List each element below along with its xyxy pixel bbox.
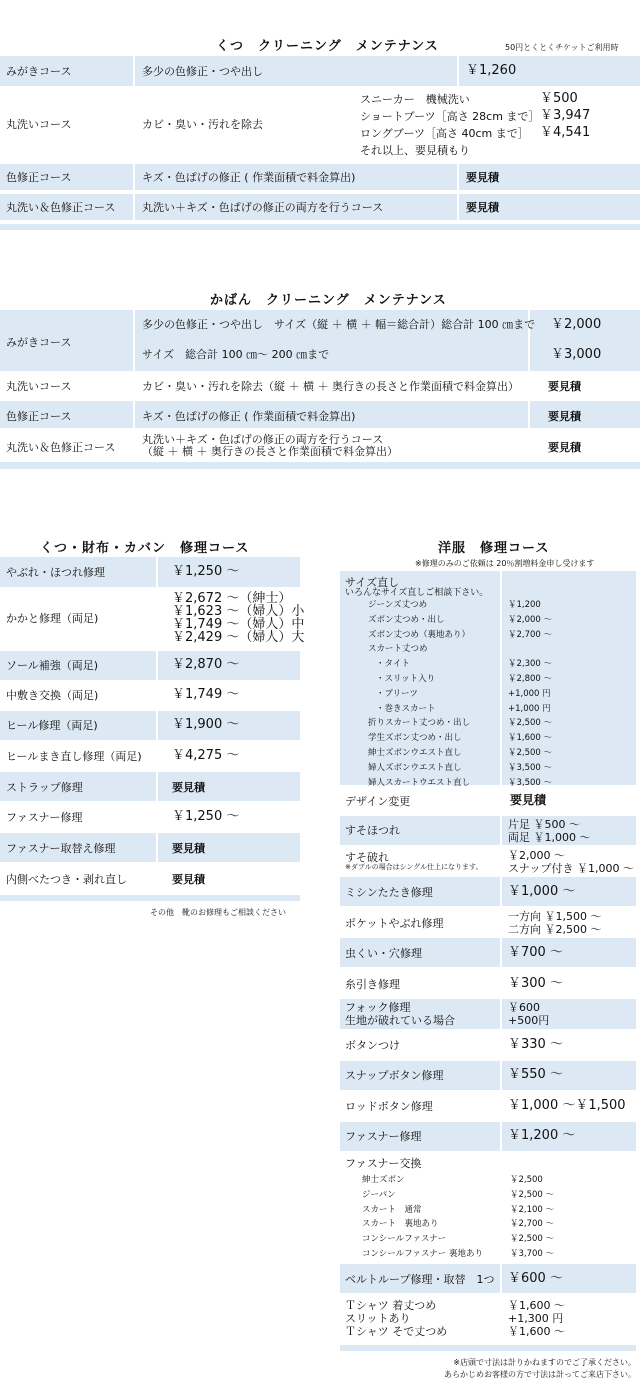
- clothes-note: ※修理のみのご依頼は 20％割増料金申し受けます: [415, 559, 595, 568]
- clothes-footnote: ※店頭で寸法は計りかねますのでご了承ください。 あらかじめお客様の方で寸法は計ってご来店下さい。: [444, 1358, 636, 1379]
- size-alteration-title: サイズ直し: [345, 576, 400, 589]
- table-bottom-band: [340, 1345, 636, 1351]
- clothes-price: ￥600 ～: [508, 1271, 563, 1286]
- ticket-note: 50円とくとくチケットご利用時: [505, 43, 619, 52]
- course-name: 丸洗い＆色修正コース: [6, 201, 116, 214]
- clothes-price: 片足 ￥500 ～ 両足 ￥1,000 ～: [508, 818, 591, 844]
- course-desc: 多少の色修正・つや出し サイズ（縦 ＋ 横 ＋ 幅＝総合計）総合計 100 ㎝まで: [142, 318, 536, 331]
- clothes-price: ￥330 ～: [508, 1037, 563, 1052]
- clothes-name: スナップボタン修理: [345, 1069, 444, 1082]
- clothes-name: 糸引き修理: [345, 978, 400, 991]
- repair-name: ストラップ修理: [6, 781, 83, 794]
- clothes-name: ミシンたたき修理: [345, 886, 433, 899]
- clothes-price: ￥2,000 ～ スナップ付き ￥1,000 ～: [508, 849, 635, 875]
- list-item-price: ￥2,500 ～: [510, 1189, 555, 1200]
- list-item: スカート 通常: [362, 1204, 422, 1215]
- list-item-price: ￥2,000 ～: [508, 614, 553, 625]
- list-item: ジーパン: [362, 1189, 396, 1200]
- list-item-price: ￥2,500 ～: [510, 1234, 555, 1245]
- sub-item-label: それ以上、要見積もり: [360, 144, 470, 157]
- clothes-price: 一方向 ￥1,500 ～ 二方向 ￥2,500 ～: [508, 910, 602, 936]
- course-price: ￥3,000: [551, 347, 602, 362]
- sub-item-label: ロングブーツ［高さ 40cm まで］: [360, 127, 529, 140]
- list-item: ズボン丈つめ（裏地あり）: [368, 629, 471, 640]
- course-desc: 丸洗い＋キズ・色ぱげの修正の両方を行うコース: [142, 201, 384, 214]
- clothes-price: ￥1,200 ～: [508, 1128, 576, 1143]
- list-item-price: ￥2,300 ～: [508, 659, 553, 670]
- list-item-price: ￥2,100 ～: [510, 1204, 555, 1215]
- list-item: コンシールファスナー 裏地あり: [362, 1249, 483, 1259]
- repair-price: 要見積: [172, 842, 205, 855]
- list-item: スカート 裏地あり: [362, 1219, 439, 1230]
- repair-name: 内側べたつき・剥れ直し: [6, 873, 127, 886]
- repair-footnote: その他 靴のお修理もご相談ください: [150, 908, 286, 917]
- list-item: コンシールファスナー: [362, 1234, 447, 1245]
- list-item-price: ￥2,800 ～: [508, 674, 553, 684]
- list-item-price: ￥3,500 ～: [508, 777, 553, 788]
- course-price: 要見積: [466, 171, 499, 184]
- size-alteration-subtitle: いろんなサイズ直しご相談下さい。: [345, 588, 489, 598]
- repair-title: くつ・財布・カバン 修理コース: [40, 541, 250, 556]
- clothes-name: 虫くい・穴修理: [345, 947, 422, 960]
- list-item-price: ￥2,500 ～: [508, 748, 553, 758]
- clothes-price: ￥700 ～: [508, 945, 563, 960]
- course-desc: カビ・臭い・汚れを除去（縦 ＋ 横 ＋ 奥行きの長さと作業面積で料金算出）: [142, 380, 519, 393]
- clothes-name: すそほつれ: [345, 824, 400, 837]
- list-item: 折りスカート丈つめ・出し: [368, 718, 471, 729]
- list-item: ・スリット入り: [376, 674, 436, 684]
- clothes-name: ファスナー修理: [345, 1130, 422, 1143]
- course-name: 色修正コース: [6, 410, 72, 423]
- list-item-price: ￥2,500: [510, 1175, 543, 1185]
- list-item: ・タイト: [376, 659, 410, 670]
- course-price: 要見積: [548, 441, 581, 454]
- repair-name: ファスナー取替え修理: [6, 842, 116, 855]
- repair-price: ￥2,672 ～（紳士） ￥1,623 ～（婦人）小 ￥1,749 ～（婦人）中 ￥2,429 ～（婦人）大: [172, 591, 305, 645]
- clothes-price: ￥550 ～: [508, 1067, 563, 1082]
- course-name: 丸洗い＆色修正コース: [6, 441, 116, 454]
- course-price: ￥2,000: [551, 317, 602, 332]
- course-desc: キズ・色ぱげの修正 ( 作業面積で料金算出): [142, 410, 356, 423]
- list-item: ジーンズ丈つめ: [368, 600, 428, 610]
- repair-price: 要見積: [172, 781, 205, 794]
- zipper-replacement-title: ファスナー交換: [345, 1157, 422, 1170]
- list-item-price: ￥2,700 ～: [510, 1219, 555, 1230]
- clothes-name: ボタンつけ: [345, 1039, 400, 1052]
- list-item: 学生ズボン丈つめ・出し: [368, 733, 462, 744]
- repair-name: やぶれ・ほつれ修理: [6, 566, 105, 579]
- course-price: 要見積: [548, 380, 581, 393]
- clothes-name: Ｔシャツ 着丈つめ スリットあり Ｔシャツ そで丈つめ: [345, 1299, 448, 1338]
- list-item-price: ￥3,700 ～: [510, 1249, 555, 1259]
- table-bottom-band: [0, 224, 640, 230]
- clothes-name: ベルトループ修理・取替 1つ: [345, 1273, 495, 1286]
- list-item: 婦人ズボンウエスト直し: [368, 762, 462, 773]
- clothes-title: 洋服 修理コース: [438, 541, 550, 556]
- list-item: 紳士ズボンウエスト直し: [368, 748, 462, 758]
- repair-price: ￥1,900 ～: [172, 717, 240, 732]
- clothes-name-note: ※ダブルの場合はシングル仕上になります。: [345, 863, 483, 871]
- course-desc: 多少の色修正・つや出し: [142, 65, 263, 78]
- repair-name: ヒール修理（両足): [6, 719, 98, 732]
- sub-item-label: ショートブーツ［高さ 28cm まで］: [360, 110, 540, 123]
- list-item: 婦人スカートウエスト直し: [368, 777, 471, 788]
- clothes-price: ￥1,600 ～ +1,300 円 ￥1,600 ～: [508, 1299, 565, 1338]
- bags-cleaning-title: かばん クリーニング メンテナンス: [210, 293, 447, 308]
- repair-price: 要見積: [172, 873, 205, 886]
- list-item-price: ￥3,500 ～: [508, 762, 553, 773]
- list-item: ・プリーツ: [376, 688, 418, 699]
- clothes-name: ポケットやぶれ修理: [345, 917, 444, 930]
- repair-price: ￥1,250 ～: [172, 809, 240, 824]
- table-bottom-band: [0, 462, 640, 469]
- repair-name: ヒールまき直し修理（両足): [6, 750, 142, 763]
- course-price: 要見積: [466, 201, 499, 214]
- list-item-price: ￥1,600 ～: [508, 733, 553, 744]
- course-name: みがきコース: [6, 65, 72, 78]
- clothes-price: ￥600 +500円: [508, 1001, 550, 1027]
- repair-name: ファスナー修理: [6, 811, 83, 824]
- repair-price: ￥1,250 ～: [172, 564, 240, 579]
- repair-name: 中敷き交換（両足): [6, 689, 99, 702]
- list-item: スカート丈つめ: [368, 644, 428, 655]
- list-item: 紳士ズボン: [362, 1175, 405, 1185]
- clothes-name: ロッドボタン修理: [345, 1100, 433, 1113]
- course-desc: カビ・臭い・汚れを除去: [142, 118, 263, 131]
- clothes-name: デザイン変更: [345, 795, 411, 808]
- course-name: 色修正コース: [6, 171, 72, 184]
- sub-item-price: ￥4,541: [540, 125, 591, 140]
- sub-item-price: ￥500: [540, 91, 578, 106]
- repair-price: ￥4,275 ～: [172, 748, 240, 763]
- repair-name: ソール補強（両足): [6, 659, 99, 672]
- course-name: 丸洗いコース: [6, 380, 72, 393]
- clothes-name: フォック修理 生地が破れている場合: [345, 1001, 455, 1027]
- list-item-price: ￥2,500 ～: [508, 718, 553, 729]
- course-desc: キズ・色ぱげの修正 ( 作業面積で料金算出): [142, 171, 356, 184]
- shoes-cleaning-title: くつ クリーニング メンテナンス: [216, 39, 439, 54]
- list-item-price: ￥1,200: [508, 600, 541, 610]
- sub-item-price: ￥3,947: [540, 108, 591, 123]
- sub-item-label: スニーカー 機械洗い: [360, 93, 470, 106]
- clothes-name: すそ破れ: [345, 851, 389, 864]
- clothes-price: ￥300 ～: [508, 976, 563, 991]
- course-name: 丸洗いコース: [6, 118, 72, 131]
- clothes-price: 要見積: [510, 793, 547, 807]
- course-desc: サイズ 総合計 100 ㎝～ 200 ㎝まで: [142, 348, 330, 361]
- repair-name: かかと修理（両足): [6, 612, 99, 625]
- list-item-price: +1,000 円: [508, 703, 551, 714]
- course-name: みがきコース: [6, 336, 72, 349]
- clothes-price: ￥1,000 ～￥1,500: [508, 1098, 626, 1113]
- clothes-price: ￥1,000 ～: [508, 884, 576, 899]
- list-item: ・巻きスカート: [376, 703, 436, 714]
- course-price: 要見積: [548, 410, 581, 423]
- list-item-price: ￥2,700 ～: [508, 629, 553, 640]
- course-price: ￥1,260: [466, 63, 517, 78]
- list-item: ズボン丈つめ・出し: [368, 614, 445, 625]
- course-desc: 丸洗い＋キズ・色ぱげの修正の両方を行うコース （縦 ＋ 横 ＋ 奥行きの長さと作業面積で料金算出）: [142, 433, 398, 458]
- table-bottom-band: [0, 895, 300, 901]
- table-row: [0, 56, 640, 86]
- repair-price: ￥2,870 ～: [172, 657, 240, 672]
- list-item-price: +1,000 円: [508, 688, 551, 699]
- repair-price: ￥1,749 ～: [172, 687, 240, 702]
